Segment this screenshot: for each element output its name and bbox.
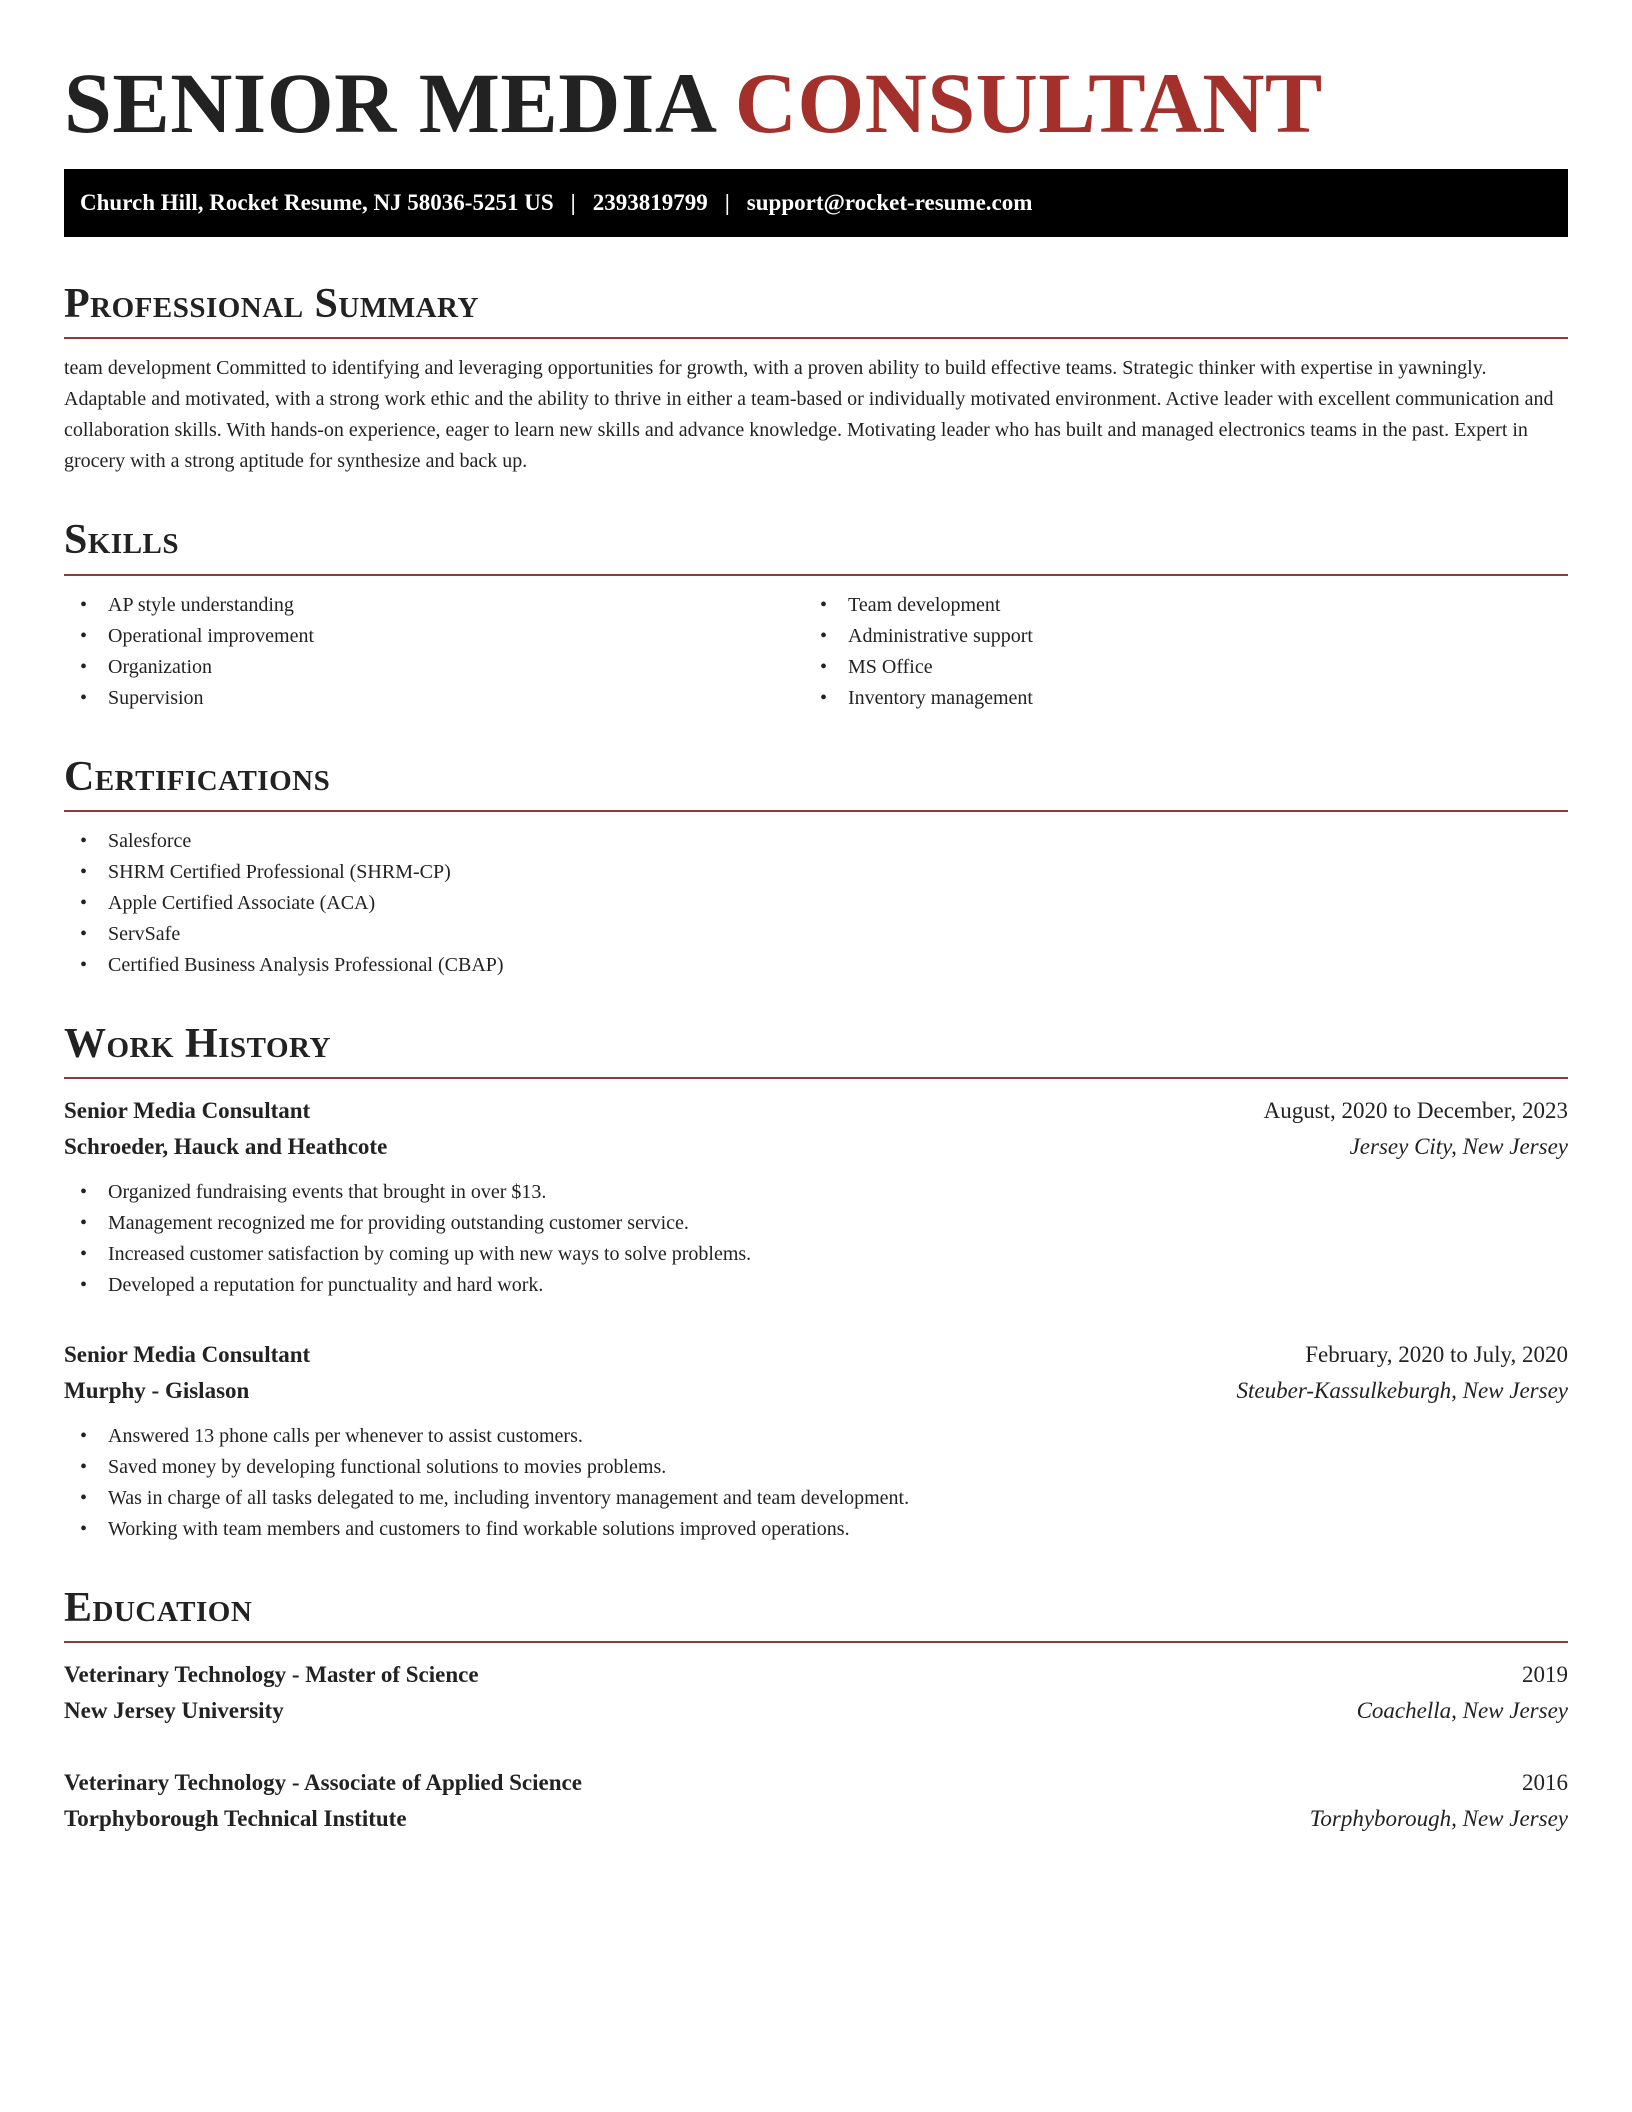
skills-list-left <box>64 590 804 714</box>
certification-item: • Apple Certified Associate (ACA) <box>64 888 1568 919</box>
contact-address: Church Hill, Rocket Resume, NJ 58036-5251 US <box>80 190 554 216</box>
skills-grid <box>64 590 1568 714</box>
education-year: 2019 <box>1522 1662 1568 1688</box>
job-role: Senior Media Consultant <box>64 1097 311 1123</box>
work-history-section <box>64 1021 1568 1545</box>
education-location: Coachella, New Jersey <box>1356 1698 1568 1724</box>
section-title-skills: Skills <box>64 517 1568 575</box>
job-bullet: • Increased customer satisfaction by coming up with new ways to solve problems. <box>64 1239 1568 1270</box>
summary-text: team development Committed to identifying and leveraging opportunities for growth, with a proven ability to build effective teams. Strategic thinker with expertise in yawningly. Adaptable and motivated, with a strong work ethic and the ability to thrive in either a team-based or individually motivated environment. Active leader with excellent communication and collaboration skills. With hands-on experience, eager to learn new skills and advance knowledge. Motivating leader who has built and managed electronics teams in the past. Expert in grocery with a strong aptitude for synthesize and back up. <box>64 357 1554 473</box>
education-degree: Veterinary Technology - Associate of Applied Science <box>64 1770 582 1796</box>
education-entry <box>64 1657 1568 1729</box>
job-role: Senior Media Consultant <box>64 1341 311 1367</box>
certification-item: • Certified Business Analysis Professional (CBAP) <box>64 950 1568 981</box>
job-bullet: • Answered 13 phone calls per whenever to assist customers. <box>64 1421 1568 1452</box>
skill-item: • AP style understanding <box>64 590 804 621</box>
job-bullet: • Was in charge of all tasks delegated to me, including inventory management and team development. <box>64 1483 1568 1514</box>
job-bullet: • Saved money by developing functional solutions to movies problems. <box>64 1452 1568 1483</box>
education-degree: Veterinary Technology - Master of Science <box>64 1662 479 1688</box>
education-location: Torphyborough, New Jersey <box>1309 1806 1568 1832</box>
job-entry <box>64 1337 1568 1545</box>
job-entry <box>64 1093 1568 1301</box>
job-bullet: • Developed a reputation for punctuality and hard work. <box>64 1270 1568 1301</box>
job-location: Steuber-Kassulkeburgh, New Jersey <box>1236 1377 1568 1403</box>
job-company: Schroeder, Hauck and Heathcote <box>64 1133 388 1159</box>
certifications-section <box>64 754 1568 981</box>
skill-item: • Administrative support <box>804 621 1544 652</box>
job-location: Jersey City, New Jersey <box>1349 1133 1568 1159</box>
skill-item: • Organization <box>64 652 804 683</box>
contact-bar <box>64 169 1568 237</box>
section-title-summary: Professional Summary <box>64 281 1568 339</box>
job-bullet: • Organized fundraising events that brought in over $13. <box>64 1177 1568 1208</box>
job-header-row <box>64 1093 1568 1129</box>
job-dates: February, 2020 to July, 2020 <box>1305 1341 1568 1367</box>
name-first: SENIOR MEDIA <box>64 55 713 151</box>
certification-item: • ServSafe <box>64 919 1568 950</box>
section-title-certifications: Certifications <box>64 754 1568 812</box>
skill-item: • Supervision <box>64 683 804 714</box>
section-title-work-history: Work History <box>64 1021 1568 1079</box>
job-dates: August, 2020 to December, 2023 <box>1263 1097 1568 1123</box>
job-bullet: • Working with team members and customers to find workable solutions improved operations. <box>64 1514 1568 1545</box>
education-section <box>64 1585 1568 1837</box>
certification-item: • SHRM Certified Professional (SHRM-CP) <box>64 857 1568 888</box>
contact-separator: | <box>724 190 730 216</box>
job-bullets <box>64 1177 1568 1301</box>
contact-phone: 2393819799 <box>592 190 708 216</box>
resume-name <box>64 52 1568 155</box>
skills-list-right <box>804 590 1544 714</box>
skill-item: • Operational improvement <box>64 621 804 652</box>
skill-item: • Inventory management <box>804 683 1544 714</box>
job-bullet: • Management recognized me for providing outstanding customer service. <box>64 1208 1568 1239</box>
education-school-row <box>64 1801 1568 1837</box>
certifications-list <box>64 826 1568 981</box>
section-title-education: Education <box>64 1585 1568 1643</box>
education-degree-row <box>64 1657 1568 1693</box>
education-year: 2016 <box>1522 1770 1568 1796</box>
education-degree-row <box>64 1765 1568 1801</box>
name-last: CONSULTANT <box>734 55 1323 151</box>
skill-item: • Team development <box>804 590 1544 621</box>
job-company: Murphy - Gislason <box>64 1377 250 1403</box>
job-company-row <box>64 1373 1568 1409</box>
education-school: Torphyborough Technical Institute <box>64 1806 407 1832</box>
certification-item: • Salesforce <box>64 826 1568 857</box>
job-header-row <box>64 1337 1568 1373</box>
contact-email: support@rocket-resume.com <box>746 190 1033 216</box>
job-company-row <box>64 1129 1568 1165</box>
education-school-row <box>64 1693 1568 1729</box>
contact-separator: | <box>570 190 576 216</box>
education-school: New Jersey University <box>64 1698 284 1724</box>
skills-section <box>64 517 1568 713</box>
job-bullets <box>64 1421 1568 1545</box>
education-entry <box>64 1765 1568 1837</box>
summary-section <box>64 281 1568 477</box>
skill-item: • MS Office <box>804 652 1544 683</box>
